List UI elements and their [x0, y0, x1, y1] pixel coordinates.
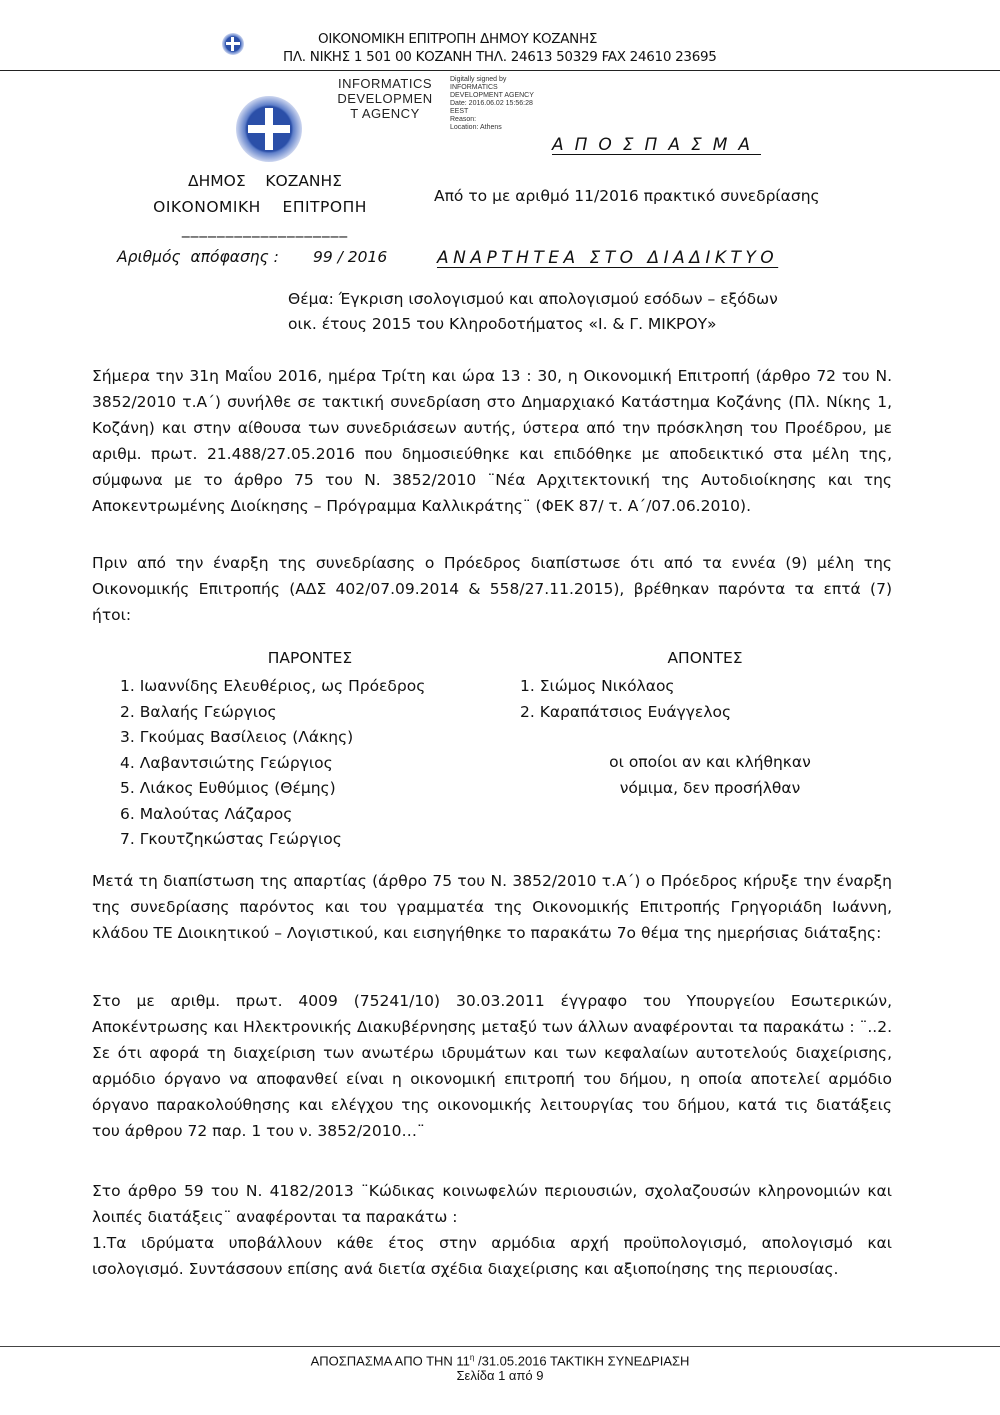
- municipality-emblem-icon: [236, 96, 302, 162]
- signature-detail: DEVELOPMENT AGENCY: [450, 92, 534, 99]
- document-subtitle: Από το με αριθμό 11/2016 πρακτικό συνεδρίασης: [434, 187, 820, 205]
- signature-line: T AGENCY: [350, 106, 420, 121]
- present-list: [120, 674, 425, 853]
- signature-detail: Date: 2016.06.02 15:56:28: [450, 100, 533, 107]
- absent-note-line-2: νόμιμα, δεν προσήλθαν: [619, 779, 801, 797]
- paragraph-text: 1.Τα ιδρύματα υποβάλλουν κάθε έτος στην αρμόδια αρχή προϋπολογισμό, απολογισμό και ισολογισμό. Συντάσσουν επίσης ανά διετία σχέδια διαχείρισης και αξιοποίησης της περιουσίας.: [92, 1234, 892, 1278]
- paragraph-meeting-intro: [92, 363, 892, 519]
- footer-title-suffix: /31.05.2016 ΤΑΚΤΙΚΗ ΣΥΝΕΔΡΙΑΣΗ: [474, 1353, 690, 1369]
- signature-line: INFORMATICS: [337, 76, 433, 91]
- footer-title-prefix: ΑΠΟΣΠΑΣΜΑ ΑΠΟ ΤΗΝ 11: [310, 1353, 470, 1369]
- municipality-name: ΔΗΜΟΣ ΚΟΖΑΝΗΣ: [188, 172, 342, 190]
- letterhead-address: ΠΛ. ΝΙΚΗΣ 1 501 00 ΚΟΖΑΝΗ ΤΗΛ. 24613 50329 FAX 24610 23695: [283, 49, 717, 65]
- present-member: 3. Γκούμας Βασίλειος (Λάκης): [120, 728, 354, 746]
- paragraph-text: Σήμερα την 31η Μαΐου 2016, ημέρα Τρίτη και ώρα 13 : 30, η Οικονομική Επιτροπή (άρθρο 72 του Ν. 3852/2010 τ.Α΄) συνήλθε σε τακτική συνεδρίαση στο Δημαρχιακό Κατάστημα Κοζάνης (Πλ. Νίκης 1, Κοζάνη) και στην αίθουσα των συνεδριάσεων αυτής, ύστερα από την πρόσκληση του Προέδρου, με αριθμ. πρωτ. 21.488/27.05.2016 που δημοσιεύθηκε και επιδόθηκε με αποδεικτικό στα μέλη της, σύμφωνα με το άρθρο 75 του Ν. 3852/2010 ¨Νέα Αρχιτεκτονική της Αυτοδιοίκησης και της Αποκεντρωμένης Διοίκησης – Πρόγραμμα Καλλικράτης¨ (ΦΕΚ 87/ τ. Α΄/07.06.2010).: [92, 367, 892, 515]
- present-member: 7. Γκουτζηκώστας Γεώργιος: [120, 830, 342, 848]
- signature-stamp-details: [450, 76, 534, 132]
- paragraph-law-4182: [92, 1178, 892, 1282]
- decision-label: Αριθμός απόφασης :: [117, 248, 279, 266]
- letterhead-title: ΟΙΚΟΝΟΜΙΚΗ ΕΠΙΤΡΟΠΗ ΔΗΜΟΥ ΚΟΖΑΝΗΣ: [318, 31, 598, 47]
- subject-line-2: οικ. έτους 2015 του Κληροδοτήματος «Ι. & Γ. ΜΙΚΡΟΥ»: [288, 315, 717, 333]
- paragraph-text: Μετά τη διαπίστωση της απαρτίας (άρθρο 75 του Ν. 3852/2010 τ.Α΄) ο Πρόεδρος κήρυξε την έναρξη της συνεδρίασης παρόντος και του γραμματέα της Οικονομικής Επιτροπής Γρηγοριάδη Ιωάννη, κλάδου ΤΕ Διοικητικού – Λογιστικού, και εισηγήθηκε το παρακάτω 7ο θέμα της ημερήσιας διάταξης:: [92, 872, 892, 942]
- paragraph-text: Στο με αριθμ. πρωτ. 4009 (75241/10) 30.03.2011 έγγραφο του Υπουργείου Εσωτερικών, Αποκέντρωσης και Ηλεκτρονικής Διακυβέρνησης μεταξύ των άλλων αναφέρονται τα παρακάτω : ¨..2. Σε ότι αφορά τη διαχείριση των ανωτέρω ιδρυμάτων και των κεφαλαίων αυτοτελούς διαχείρισης, αρμόδιο όργανο να αποφανθεί είναι η οικονομική επιτροπή του δήμου, η οποία αποτελεί αρμόδιο όργανο παρακολούθησης και ελέγχου της οικονομικής λειτουργίας του δήμου, κατά τις διατάξεις του άρθρου 72 παρ. 1 του ν. 3852/2010…¨: [92, 992, 892, 1140]
- paragraph-text: Πριν από την έναρξη της συνεδρίασης ο Πρόεδρος διαπίστωσε ότι από τα εννέα (9) μέλη της Οικονομικής Επιτροπής (ΑΔΣ 402/07.09.2014 & 558/27.11.2015), βρέθηκαν παρόντα τα επτά (7) ήτοι:: [92, 554, 892, 624]
- signature-detail: Location: Athens: [450, 124, 502, 131]
- absent-note-line-1: οι οποίοι αν και κλήθηκαν: [609, 753, 811, 771]
- absent-header: ΑΠΟΝΤΕΣ: [667, 649, 743, 667]
- signature-detail: EEST: [450, 108, 469, 115]
- signature-detail: Reason:: [450, 116, 477, 123]
- signature-line: DEVELOPMEN: [337, 91, 433, 106]
- committee-name: ΟΙΚΟΝΟΜΙΚΗ ΕΠΙΤΡΟΠΗ: [153, 198, 367, 216]
- absent-member: 2. Καραπάτσιος Ευάγγελος: [520, 702, 732, 721]
- signature-detail: Digitally signed by: [450, 76, 507, 83]
- paragraph-agenda-intro: [92, 868, 892, 946]
- paragraph-quorum: [92, 550, 892, 628]
- present-member: 6. Μαλούτας Λάζαρος: [120, 804, 293, 823]
- subject-line-1: Θέμα: Έγκριση ισολογισμού και απολογισμού εσόδων – εξόδων: [288, 290, 778, 308]
- present-member: 1. Ιωαννίδης Ελευθέριος, ως Πρόεδρος: [120, 677, 426, 695]
- publish-notice: ΑΝΑΡΤΗΤΕΑ ΣΤΟ ΔΙΑΔΙΚΤΥΟ: [437, 248, 779, 268]
- issuer-separator: ___________________: [181, 220, 349, 238]
- absent-list: [520, 674, 731, 725]
- signature-stamp-title: [330, 76, 440, 121]
- present-member: 2. Βαλαής Γεώργιος: [120, 702, 277, 721]
- present-header: ΠΑΡΟΝΤΕΣ: [267, 649, 353, 667]
- footer-title-superscript: η: [469, 1353, 475, 1362]
- paragraph-ministry-document: [92, 988, 892, 1144]
- document-title: ΑΠΟΣΠΑΣΜΑ: [552, 135, 761, 155]
- decision-number: 99 / 2016: [313, 248, 388, 266]
- footer-rule: [0, 1346, 1000, 1347]
- absent-member: 1. Σιώμος Νικόλαος: [520, 677, 675, 695]
- paragraph-text: Στο άρθρο 59 του Ν. 4182/2013 ¨Κώδικας κοινωφελών περιουσιών, σχολαζουσών κληρονομιών και λοιπές διατάξεις¨ αναφέρονται τα παρακάτω :: [92, 1182, 892, 1226]
- header-rule: [0, 70, 1000, 71]
- present-member: 5. Λιάκος Ευθύμιος (Θέμης): [120, 779, 336, 797]
- header-emblem-icon: [222, 33, 244, 55]
- signature-detail: INFORMATICS: [450, 84, 498, 91]
- present-member: 4. Λαβαντσιώτης Γεώργιος: [120, 753, 333, 772]
- page-number: Σελίδα 1 από 9: [456, 1368, 544, 1383]
